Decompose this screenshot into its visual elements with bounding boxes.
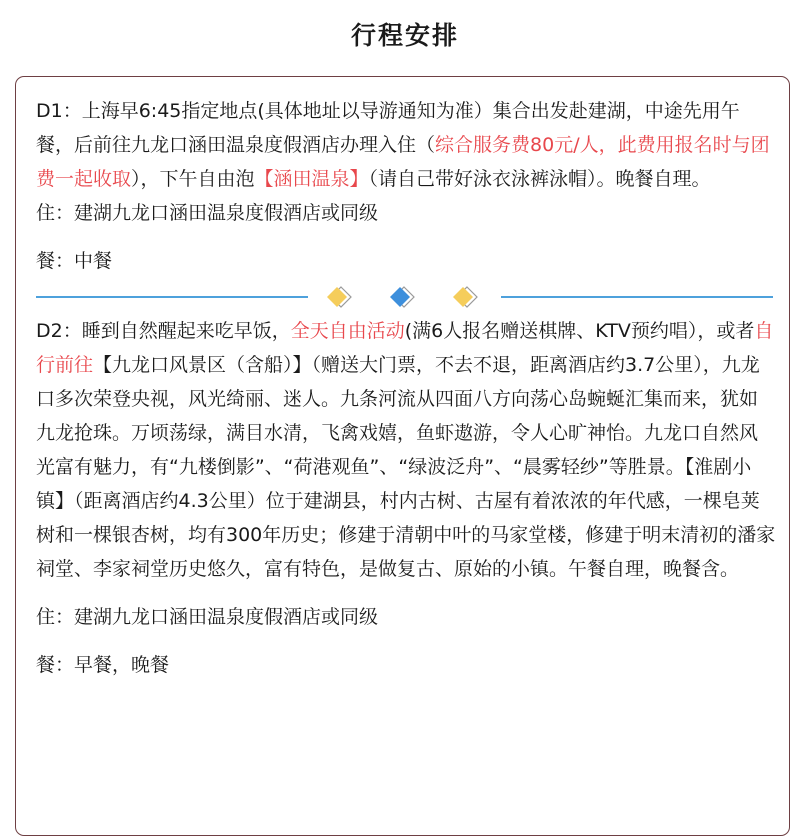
day1-accommodation: 住：建湖九龙口涵田温泉度假酒店或同级 (36, 202, 379, 224)
gold-diamond-icon (326, 284, 352, 310)
day2-text-1: D2：睡到自然醒起来吃早饭， (36, 320, 291, 342)
day2-text-2: (满6人报名赠送棋牌、KTV预约唱），或者 (404, 320, 755, 342)
day1-text-3: （请自己带好泳衣泳裤泳帽）。晚餐自理。 (368, 168, 711, 190)
blue-diamond-icon (389, 284, 415, 310)
day1-text-2: ），下午自由泡 (131, 168, 255, 190)
divider-line-left (36, 296, 308, 298)
day1-meals: 餐：中餐 (36, 250, 113, 272)
day2-free-activity-highlight: 全天自由活动 (290, 320, 405, 342)
day1-hot-spring-highlight: 【涵田温泉】 (254, 168, 369, 190)
day1-service-fee-note: 综合服务费80元/人，此费用报名时与团费一起收取 (36, 134, 770, 190)
day2-text-3: 【九龙口风景区（含船）】（赠送大门票，不去不退，距离酒店约3.7公里），九龙口多次荣登央视，风光绮丽、迷人。九条河流从四面八方向荡心岛蜿蜒汇集而来，犹如九龙抢珠。万顷荡绿，满目水清，飞禽戏嬉，鱼虾遨游，令人心旷神怡。九龙口自然风光富有魅力，有“九楼倒影”、“荷港观鱼”、“绿波泛舟”、“晨雾轻纱”等胜景。【淮剧小镇】（距离酒店约4.3公里）位于建湖县，村内古树、古屋有着浓浓的年代感，一棵皂荚树和一棵银杏树，均有300年历史；修建于清朝中叶的马家堂楼，修建于明末清初的潘家祠堂、李家祠堂历史悠久，富有特色，是做复古、原始的小镇。午餐自理，晚餐含。 (36, 354, 776, 580)
page-title: 行程安排 (350, 21, 459, 50)
gold-diamond-icon (452, 284, 478, 310)
day2-meals: 餐：早餐，晚餐 (36, 654, 170, 676)
day1-text-1: D1：上海早6:45指定地点(具体地址以导游通知为准）集合出发赴建湖，中途先用午餐，后前往九龙口涵田温泉度假酒店办理入住（ (36, 100, 740, 156)
itinerary-content (36, 94, 776, 682)
day1-description (36, 94, 776, 196)
day2-accommodation: 住：建湖九龙口涵田温泉度假酒店或同级 (36, 606, 379, 628)
day2-description (36, 314, 776, 586)
divider-line-right (501, 296, 773, 298)
day2-self-travel-highlight: 自行前往 (36, 320, 774, 376)
section-divider (36, 282, 776, 312)
